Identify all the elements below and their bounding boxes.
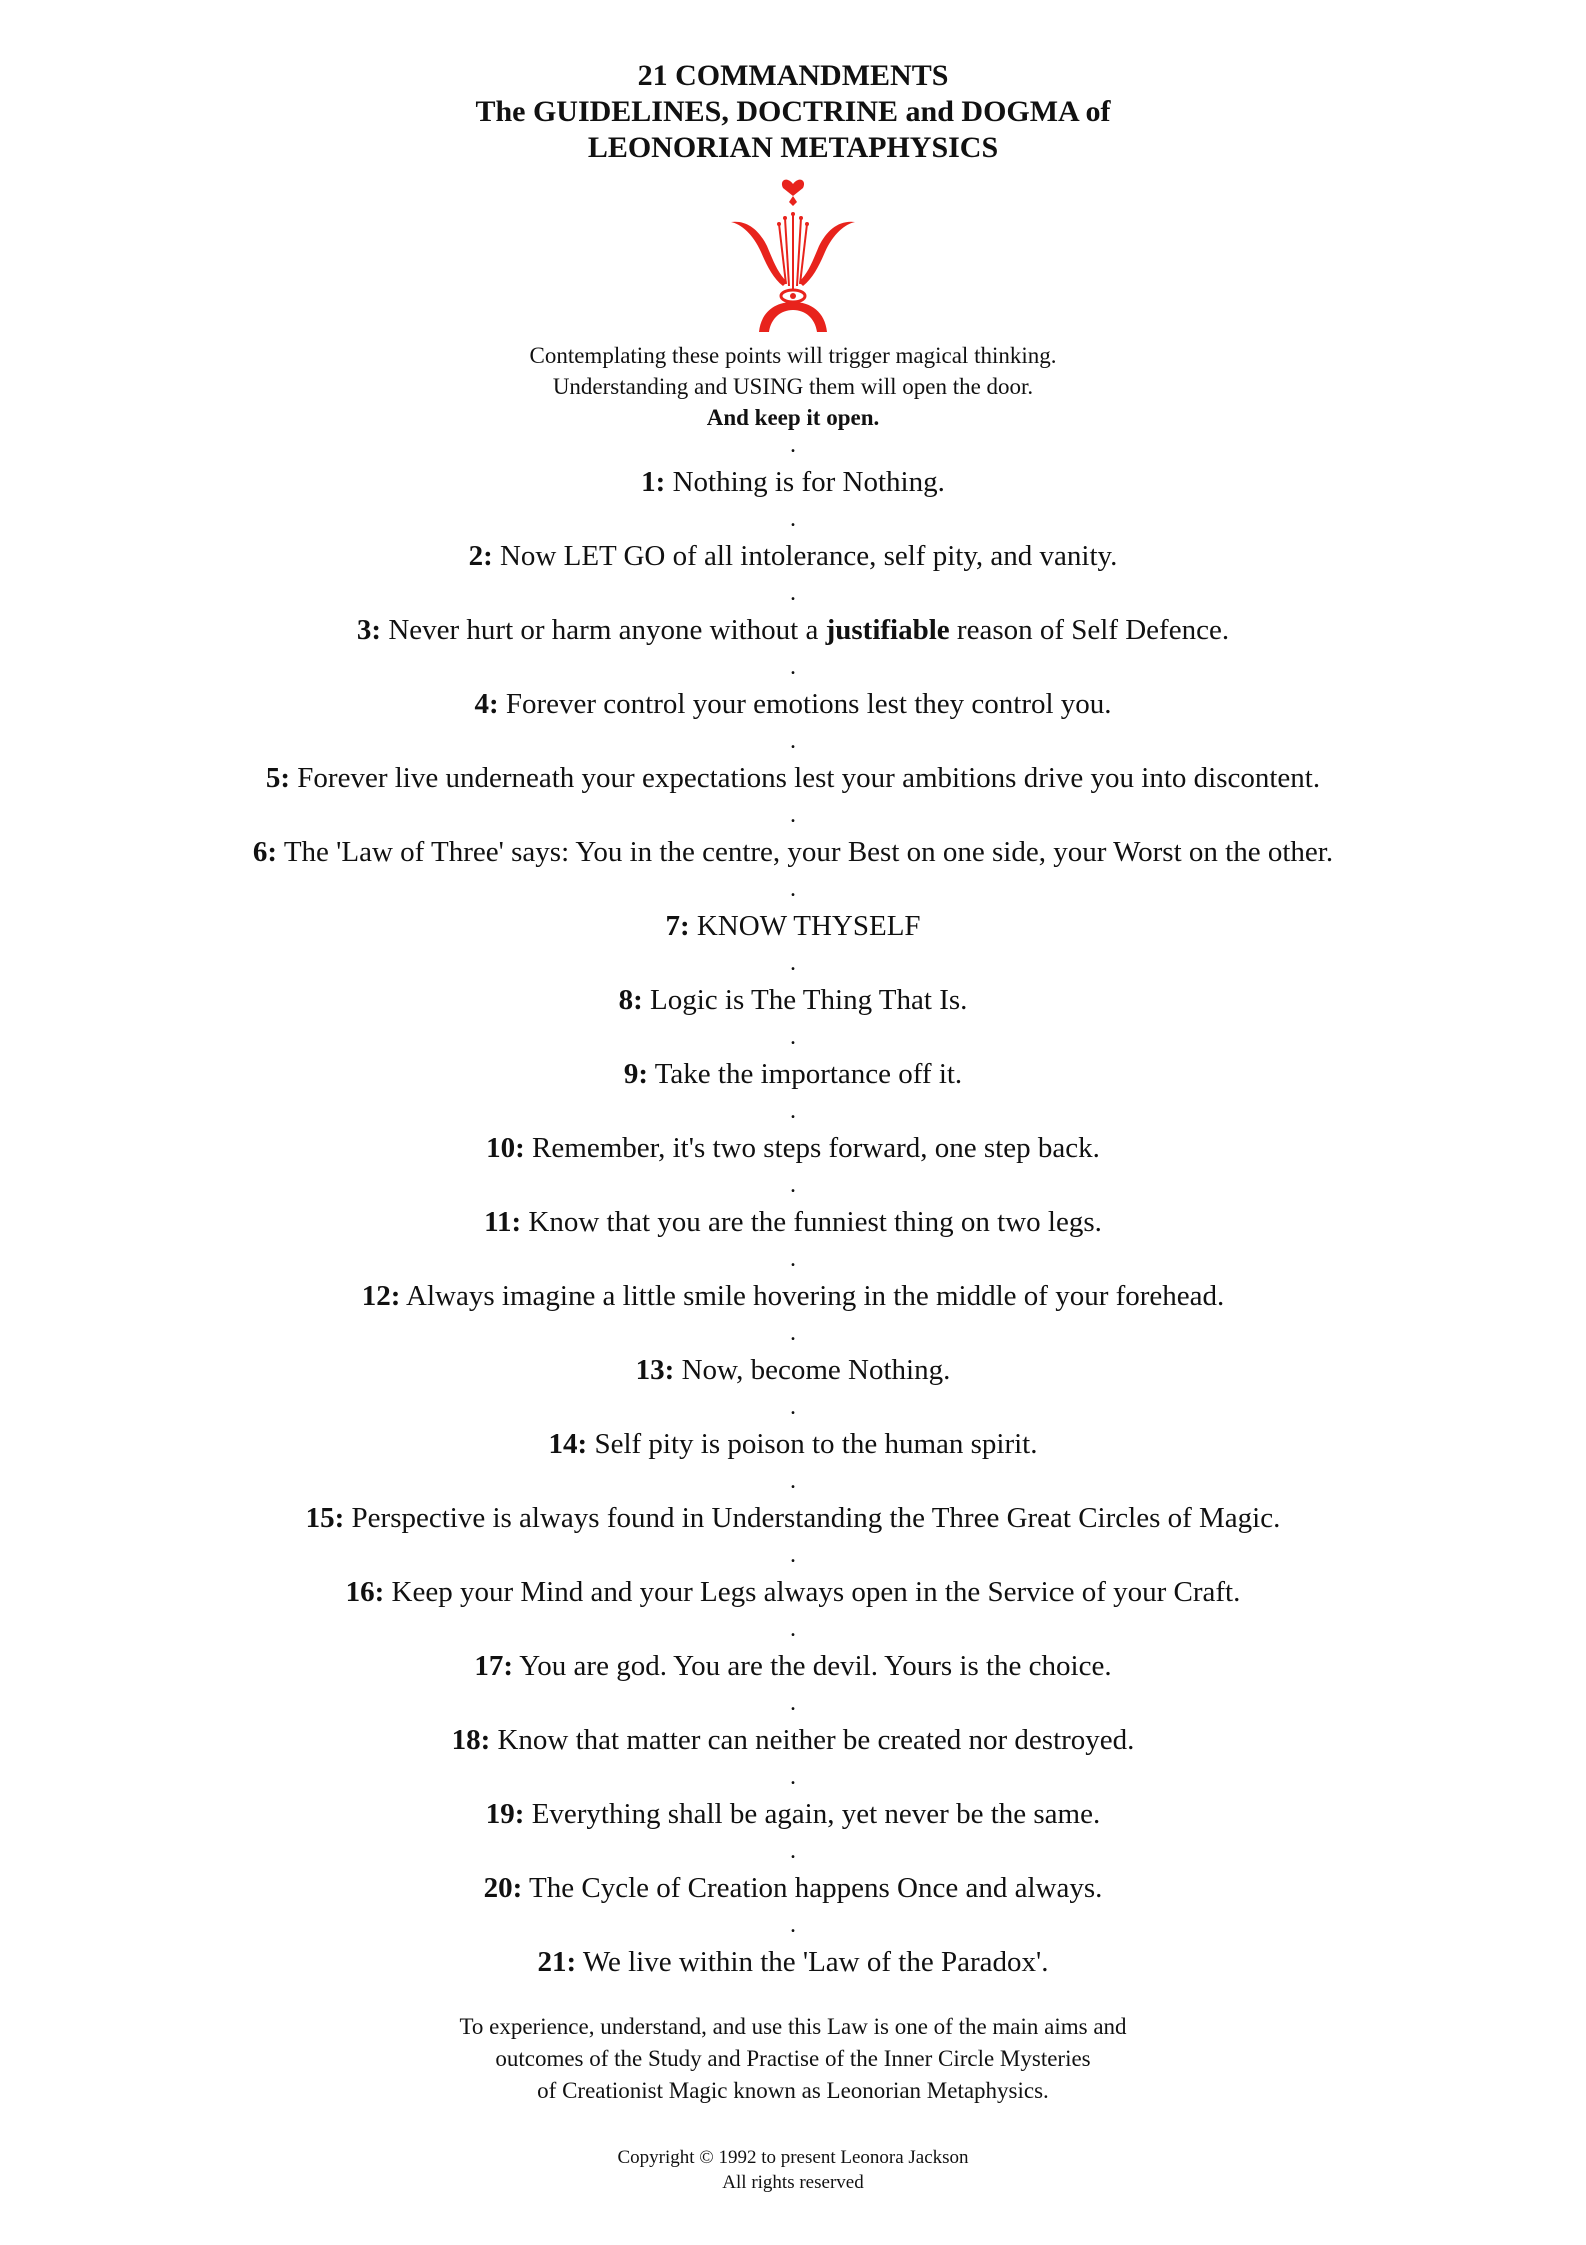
commandment-text: You are god. You are the devil. Yours is the choice. <box>519 1650 1112 1682</box>
commandment-text: We live within the 'Law of the Paradox'. <box>582 1946 1049 1978</box>
separator-dot: . <box>790 728 796 754</box>
intro-line: Understanding and USING them will open the door. <box>552 374 1034 399</box>
separator-dot: . <box>790 950 796 976</box>
commandment-number: 17: <box>474 1650 514 1682</box>
separator-dot: . <box>790 1246 796 1272</box>
copyright-line: All rights reserved <box>722 2172 864 2193</box>
commandment-number: 13: <box>635 1354 675 1386</box>
closing-line: outcomes of the Study and Practise of the Inner Circle Mysteries <box>495 2046 1091 2071</box>
intro-bold-line: And keep it open. <box>706 405 880 430</box>
commandment-item <box>0 901 1586 951</box>
commandment-number: 3: <box>356 614 382 646</box>
commandment-item <box>0 1789 1586 1839</box>
commandment-text: Perspective is always found in Understanding the Three Great Circles of Magic. <box>351 1502 1281 1534</box>
commandment-text: Always imagine a little smile hovering in the middle of your forehead. <box>406 1280 1225 1312</box>
leonorian-emblem-icon <box>713 174 873 334</box>
separator-dot: . <box>790 1394 796 1420</box>
commandment-text: Self pity is poison to the human spirit. <box>594 1428 1038 1460</box>
separator-dot: . <box>790 876 796 902</box>
closing-paragraph <box>0 2011 1586 2107</box>
commandment-item <box>0 827 1586 877</box>
commandment-text: Keep your Mind and your Legs always open in the Service of your Craft. <box>391 1576 1241 1608</box>
title-line: 21 COMMANDMENTS <box>637 59 949 92</box>
separator-dot: . <box>790 802 796 828</box>
commandment-number: 16: <box>345 1576 385 1608</box>
commandment-text: Take the importance off it. <box>654 1058 963 1090</box>
commandment-text: Remember, it's two steps forward, one step back. <box>532 1132 1100 1164</box>
commandment-number: 5: <box>265 762 291 794</box>
commandment-text: Nothing is for Nothing. <box>672 466 945 498</box>
commandment-number: 12: <box>361 1280 401 1312</box>
title-line: LEONORIAN METAPHYSICS <box>587 131 999 164</box>
commandment-number: 10: <box>486 1132 525 1164</box>
commandment-emphasis: justifiable <box>825 614 950 646</box>
commandment-number: 9: <box>623 1058 648 1090</box>
commandment-item <box>0 1937 1586 1987</box>
commandment-item <box>0 1419 1586 1469</box>
commandment-text: Now, become Nothing. <box>681 1354 951 1386</box>
commandment-text: Everything shall be again, yet never be the same. <box>531 1798 1101 1830</box>
commandment-item <box>0 1345 1586 1395</box>
commandment-text: Know that matter can neither be created nor destroyed. <box>497 1724 1135 1756</box>
separator-dot: . <box>790 1024 796 1050</box>
separator-dot: . <box>790 654 796 680</box>
intro-line: Contemplating these points will trigger magical thinking. <box>529 343 1057 368</box>
commandment-item <box>0 457 1586 507</box>
separator-dot: . <box>790 1838 796 1864</box>
commandment-number: 14: <box>548 1428 588 1460</box>
commandment-item <box>0 1641 1586 1691</box>
commandment-item <box>0 1493 1586 1543</box>
commandment-text: Forever control your emotions lest they control you. <box>505 688 1112 720</box>
commandment-number: 8: <box>618 984 643 1016</box>
separator-dot: . <box>790 1764 796 1790</box>
commandment-text: The 'Law of Three' says: You in the centre, your Best on one side, your Worst on the other. <box>283 836 1334 868</box>
commandment-item <box>0 975 1586 1025</box>
commandment-number: 20: <box>483 1872 523 1904</box>
commandment-item <box>0 1271 1586 1321</box>
title-line: The GUIDELINES, DOCTRINE and DOGMA of <box>475 95 1111 128</box>
commandment-number: 18: <box>451 1724 491 1756</box>
separator-dot: . <box>790 1690 796 1716</box>
copyright-line: Copyright © 1992 to present Leonora Jackson <box>617 2147 969 2168</box>
commandment-number: 15: <box>305 1502 345 1534</box>
separator-dot: . <box>790 1468 796 1494</box>
commandment-number: 2: <box>468 540 493 572</box>
intro-text <box>0 340 1586 433</box>
commandment-text: Forever live underneath your expectations lest your ambitions drive you into discontent. <box>297 762 1321 794</box>
commandment-text: The Cycle of Creation happens Once and always. <box>529 1872 1103 1904</box>
commandment-text: reason of Self Defence. <box>956 614 1230 646</box>
closing-line: of Creationist Magic known as Leonorian Metaphysics. <box>537 2078 1049 2103</box>
commandment-item <box>0 1863 1586 1913</box>
commandment-text: Now LET GO of all intolerance, self pity, and vanity. <box>499 540 1118 572</box>
separator-dot: . <box>790 1542 796 1568</box>
commandment-item <box>0 1123 1586 1173</box>
commandments-list <box>0 433 1586 1987</box>
commandment-text: Know that you are the funniest thing on two legs. <box>528 1206 1102 1238</box>
commandment-number: 19: <box>485 1798 525 1830</box>
commandment-item <box>0 679 1586 729</box>
document-title <box>0 58 1586 166</box>
separator-dot: . <box>790 506 796 532</box>
commandment-number: 6: <box>252 836 278 868</box>
commandment-item <box>0 1049 1586 1099</box>
separator-dot: . <box>790 1172 796 1198</box>
commandment-item <box>0 1715 1586 1765</box>
commandment-number: 11: <box>484 1206 522 1238</box>
commandment-text: Never hurt or harm anyone without a <box>388 614 819 646</box>
closing-line: To experience, understand, and use this Law is one of the main aims and <box>459 2014 1127 2039</box>
commandment-text: KNOW THYSELF <box>696 910 921 942</box>
copyright-notice <box>0 2145 1586 2195</box>
commandment-text: Logic is The Thing That Is. <box>650 984 968 1016</box>
commandment-item <box>0 605 1586 655</box>
separator-dot: . <box>790 1912 796 1938</box>
separator-dot: . <box>790 1098 796 1124</box>
separator-dot: . <box>790 580 796 606</box>
commandment-number: 21: <box>537 1946 577 1978</box>
commandment-item <box>0 1567 1586 1617</box>
separator-dot: . <box>790 1320 796 1346</box>
commandment-number: 4: <box>474 688 499 720</box>
separator-dot: . <box>790 432 796 458</box>
commandment-item <box>0 753 1586 803</box>
commandment-item <box>0 531 1586 581</box>
commandment-item <box>0 1197 1586 1247</box>
separator-dot: . <box>790 1616 796 1642</box>
commandment-number: 7: <box>665 910 690 942</box>
commandment-number: 1: <box>641 466 666 498</box>
